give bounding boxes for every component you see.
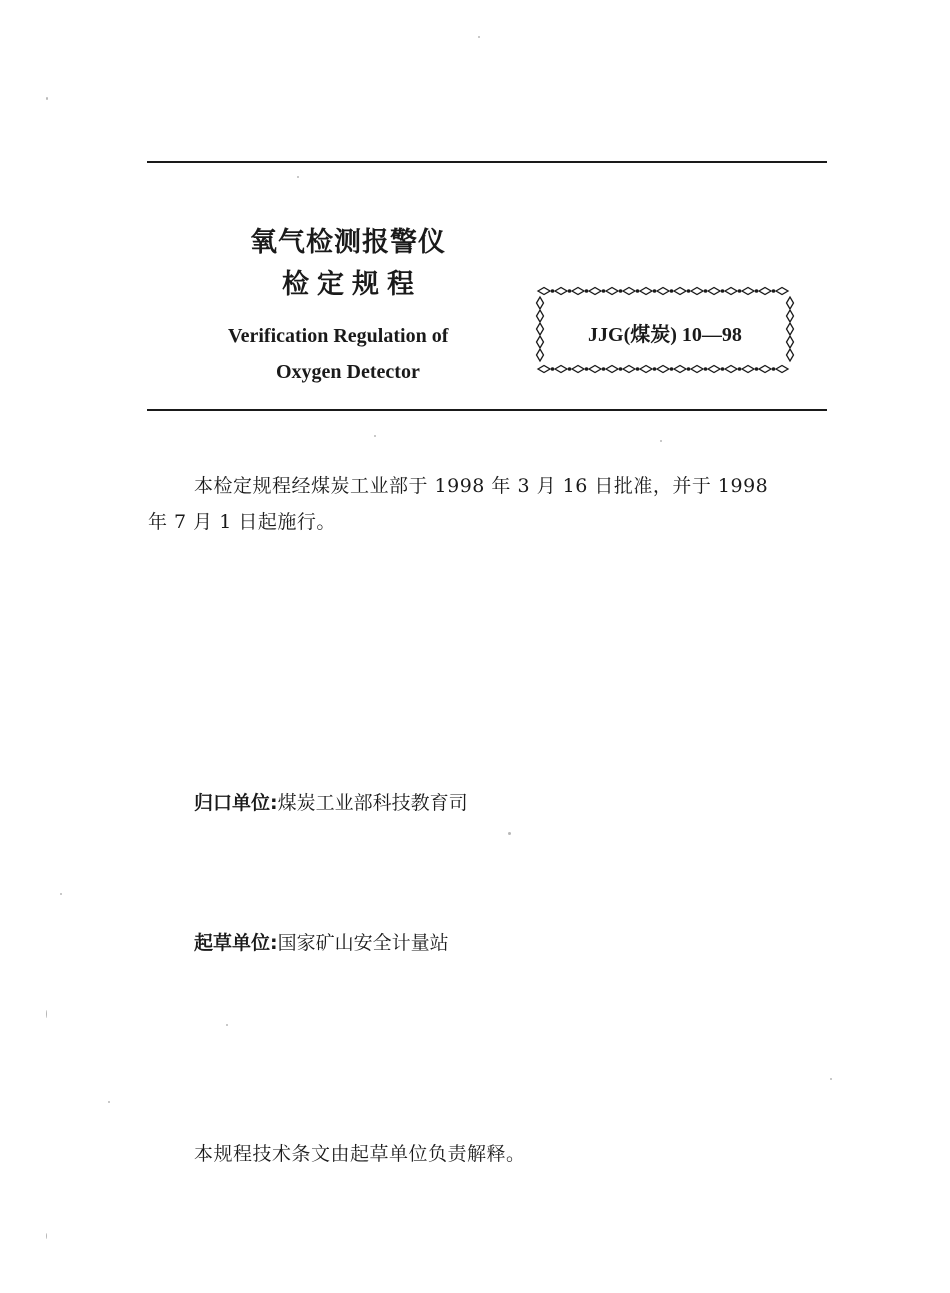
border-link [787,297,794,309]
title-en-line1: Verification Regulation of [228,325,449,347]
drafting-unit-value: 国家矿山安全计量站 [277,932,449,954]
bottom-rule [147,409,827,411]
border-link [623,288,635,295]
border-link [657,366,669,373]
border-link [572,366,584,373]
scan-speck [46,97,48,100]
approval-statement-line1: 本检定规程经煤炭工业部于 1998 年 3 月 16 日批准，并于 1998 [194,475,769,497]
border-link [776,288,788,295]
scan-speck [478,36,480,38]
scan-speck [374,435,376,437]
border-link [640,366,652,373]
regulation-code: JJG(煤炭) 10—98 [588,324,742,346]
border-link [572,288,584,295]
responsible-dept-value: 煤炭工业部科技教育司 [277,792,468,814]
title-cn-line2: 检定规程 [282,269,422,300]
border-link [538,366,550,373]
scan-speck [660,440,662,442]
border-link [725,366,737,373]
interpretation-statement: 本规程技术条文由起草单位负责解释。 [194,1143,526,1165]
scan-speck [297,176,299,178]
border-link [708,366,720,373]
scan-speck [508,832,511,835]
drafting-unit-label: 起草单位: [194,932,278,954]
approval-statement-line2: 年 7 月 1 日起施行。 [148,511,336,533]
title-cn-line1: 氧气检测报警仪 [250,227,446,258]
border-link [537,297,544,309]
scan-speck [226,1024,228,1026]
drafting-unit-row [194,928,449,955]
border-link [691,288,703,295]
border-link [742,288,754,295]
scan-speck [60,893,62,895]
border-link [776,366,788,373]
border-link [674,288,686,295]
border-link [674,366,686,373]
regulation-code-box [534,285,796,375]
title-en-line2: Oxygen Detector [276,361,420,383]
border-link [589,288,601,295]
top-rule [147,161,827,163]
border-link [623,366,635,373]
border-link [537,349,544,361]
border-link [725,288,737,295]
scan-speck [46,1010,47,1018]
border-link [759,366,771,373]
border-link [606,288,618,295]
border-link [589,366,601,373]
border-link [742,366,754,373]
scan-speck [830,1078,832,1080]
border-link [787,349,794,361]
responsible-dept-row [194,788,468,815]
border-link [555,288,567,295]
border-link [708,288,720,295]
border-link [606,366,618,373]
scan-speck [108,1101,110,1103]
border-link [691,366,703,373]
scan-speck [46,1233,47,1239]
border-link [759,288,771,295]
responsible-dept-label: 归口单位: [194,792,278,814]
border-link [640,288,652,295]
border-link [538,288,550,295]
border-link [657,288,669,295]
border-link [555,366,567,373]
